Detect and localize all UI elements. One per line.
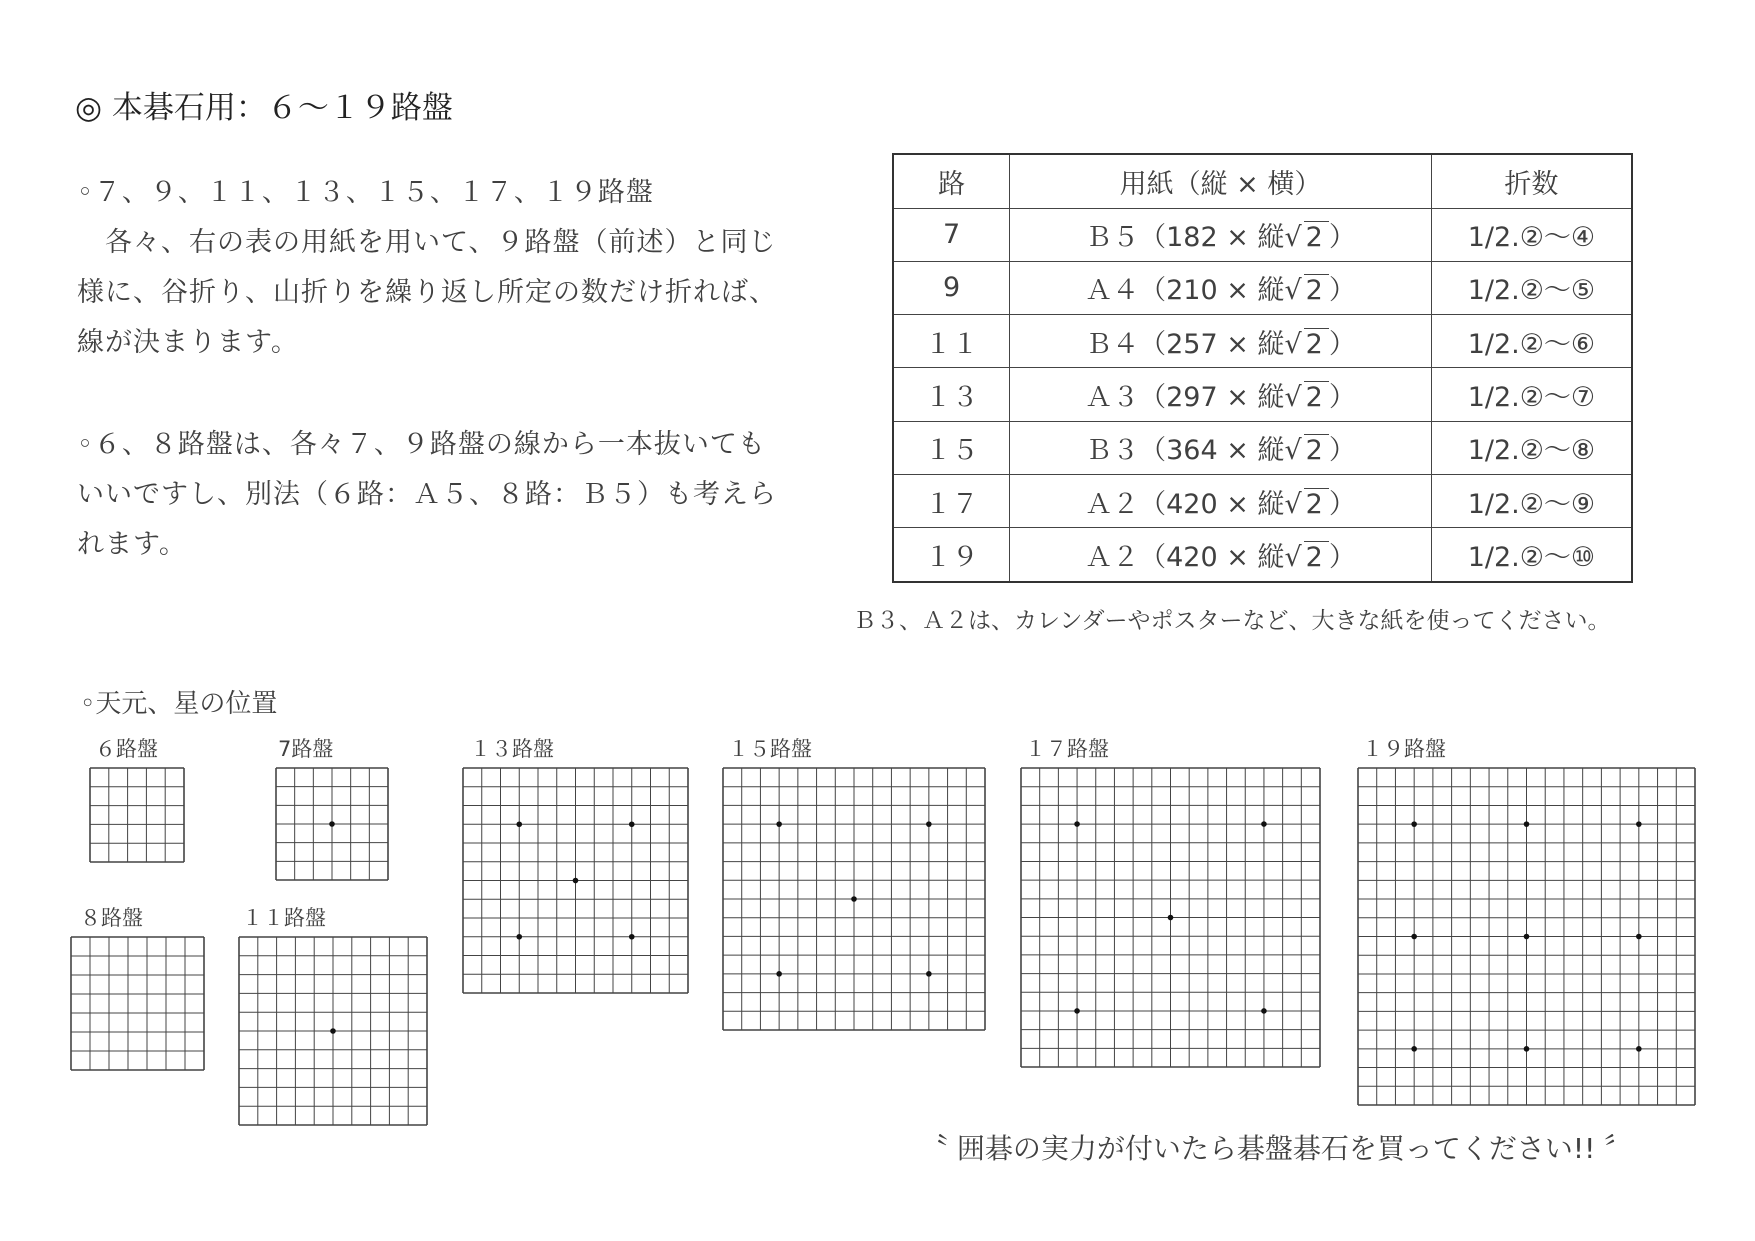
paragraph-line: ◦６、８路盤は、各々７、９路盤の線から一本抜いても bbox=[77, 429, 766, 460]
table-note: Ｂ３、Ａ２は、カレンダーやポスターなど、大きな紙を使ってください。 bbox=[853, 608, 1611, 634]
star-point bbox=[1524, 1046, 1530, 1052]
paper-size-table bbox=[892, 153, 1633, 583]
header-ro: 路 bbox=[893, 154, 1010, 208]
cell-fold: 1/2.②〜⑤ bbox=[1431, 261, 1632, 314]
paragraph-line: いいですし、別法（６路：Ａ５、８路：Ｂ５）も考えら bbox=[77, 479, 777, 510]
board-label: １１路盤 bbox=[242, 906, 326, 930]
cell-paper: Ｂ３（364 × 縦√ 2 ） bbox=[1010, 421, 1432, 474]
cell-ro: １７ bbox=[893, 475, 1010, 528]
cell-fold: 1/2.②〜⑦ bbox=[1431, 368, 1632, 421]
header-paper: 用紙（縦 × 横） bbox=[1010, 154, 1432, 208]
sqrt-icon: √ bbox=[1284, 328, 1302, 360]
table-row bbox=[893, 475, 1632, 528]
board-label: １７路盤 bbox=[1025, 737, 1109, 761]
star-point bbox=[1261, 1008, 1267, 1014]
cell-ro: １５ bbox=[893, 421, 1010, 474]
board-label: １３路盤 bbox=[470, 737, 554, 761]
paragraph-line: 各々、右の表の用紙を用いて、９路盤（前述）と同じ bbox=[77, 227, 777, 258]
star-point bbox=[1074, 821, 1080, 827]
board-19 bbox=[1358, 768, 1695, 1105]
star-point bbox=[1261, 821, 1267, 827]
star-point bbox=[926, 971, 932, 977]
star-point bbox=[1524, 934, 1530, 940]
board-8 bbox=[71, 937, 204, 1070]
board-7 bbox=[276, 768, 388, 880]
sqrt-icon: √ bbox=[1284, 488, 1302, 520]
closing-message: 〝 囲碁の実力が付いたら碁盤碁石を買ってください!! 〞 bbox=[920, 1132, 1633, 1165]
table-header-row bbox=[893, 154, 1632, 208]
sqrt-icon: √ bbox=[1284, 275, 1302, 307]
cell-ro: １３ bbox=[893, 368, 1010, 421]
star-point bbox=[573, 878, 579, 884]
cell-fold: 1/2.②〜⑨ bbox=[1431, 475, 1632, 528]
sqrt-icon: √ bbox=[1284, 222, 1302, 254]
sqrt-icon: √ bbox=[1284, 542, 1302, 574]
cell-fold: 1/2.②〜⑧ bbox=[1431, 421, 1632, 474]
star-point bbox=[1411, 821, 1417, 827]
star-point bbox=[516, 821, 522, 827]
cell-paper: Ａ２（420 × 縦√ 2 ） bbox=[1010, 528, 1432, 582]
star-point bbox=[1411, 1046, 1417, 1052]
table-row bbox=[893, 315, 1632, 368]
star-point bbox=[629, 934, 635, 940]
cell-fold: 1/2.②〜⑩ bbox=[1431, 528, 1632, 582]
star-point bbox=[1636, 821, 1642, 827]
page-title: ◎ 本碁石用：６〜１９路盤 bbox=[75, 90, 453, 126]
table-row bbox=[893, 368, 1632, 421]
paragraph-line: ◦７、９、１１、１３、１５、１７、１９路盤 bbox=[77, 177, 654, 208]
board-13 bbox=[463, 768, 688, 993]
board-label: ６路盤 bbox=[95, 737, 158, 761]
cell-paper: Ｂ４（257 × 縦√ 2 ） bbox=[1010, 315, 1432, 368]
section-heading: ◦天元、星の位置 bbox=[80, 689, 278, 719]
board-11 bbox=[239, 937, 427, 1125]
star-point bbox=[329, 821, 335, 827]
cell-ro: １１ bbox=[893, 315, 1010, 368]
star-point bbox=[851, 896, 857, 902]
board-label: ８路盤 bbox=[80, 906, 143, 930]
board-label: 7路盤 bbox=[278, 737, 334, 761]
star-point bbox=[516, 934, 522, 940]
cell-ro: 9 bbox=[893, 261, 1010, 314]
table-row bbox=[893, 421, 1632, 474]
cell-paper: Ａ２（420 × 縦√ 2 ） bbox=[1010, 475, 1432, 528]
table-row bbox=[893, 208, 1632, 261]
star-point bbox=[776, 821, 782, 827]
sqrt-icon: √ bbox=[1284, 435, 1302, 467]
star-point bbox=[629, 821, 635, 827]
header-fold: 折数 bbox=[1431, 154, 1632, 208]
star-point bbox=[330, 1028, 336, 1034]
paragraph-line: れます。 bbox=[77, 529, 187, 560]
cell-fold: 1/2.②〜④ bbox=[1431, 208, 1632, 261]
star-point bbox=[1636, 1046, 1642, 1052]
cell-paper: Ａ３（297 × 縦√ 2 ） bbox=[1010, 368, 1432, 421]
star-point bbox=[1074, 1008, 1080, 1014]
board-label: １９路盤 bbox=[1362, 737, 1446, 761]
sqrt-icon: √ bbox=[1284, 382, 1302, 414]
paragraph-line: 線が決まります。 bbox=[77, 327, 299, 358]
star-point bbox=[926, 821, 932, 827]
cell-paper: Ａ４（210 × 縦√ 2 ） bbox=[1010, 261, 1432, 314]
board-15 bbox=[723, 768, 985, 1030]
star-point bbox=[776, 971, 782, 977]
table-row bbox=[893, 261, 1632, 314]
paragraph-line: 様に、谷折り、山折りを繰り返し所定の数だけ折れば、 bbox=[77, 277, 777, 308]
cell-ro: １９ bbox=[893, 528, 1010, 582]
star-point bbox=[1524, 821, 1530, 827]
star-point bbox=[1411, 934, 1417, 940]
table-row bbox=[893, 528, 1632, 582]
board-6 bbox=[90, 768, 184, 862]
board-17 bbox=[1021, 768, 1320, 1067]
board-label: １５路盤 bbox=[728, 737, 812, 761]
star-point bbox=[1168, 915, 1174, 921]
star-point bbox=[1636, 934, 1642, 940]
cell-ro: 7 bbox=[893, 208, 1010, 261]
cell-fold: 1/2.②〜⑥ bbox=[1431, 315, 1632, 368]
cell-paper: Ｂ５（182 × 縦√ 2 ） bbox=[1010, 208, 1432, 261]
